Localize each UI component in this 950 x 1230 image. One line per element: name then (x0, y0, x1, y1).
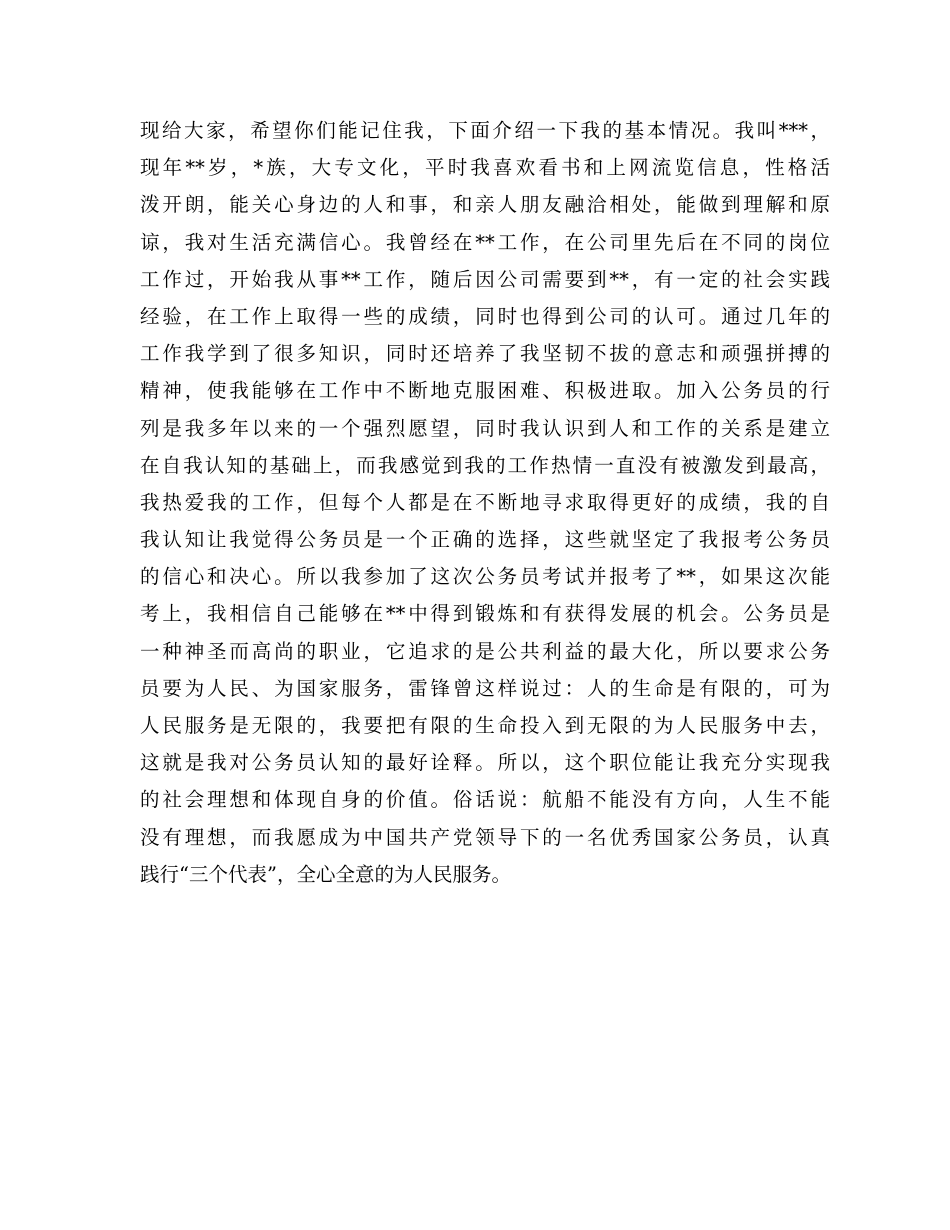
paragraph-line: 我热爱我的工作，但每个人都是在不断地寻求取得更好的成绩，我的自 (140, 490, 830, 514)
paragraph-line: 现给大家，希望你们能记住我，下面介绍一下我的基本情况。我叫***， (140, 119, 830, 142)
paragraph-line: 人民服务是无限的，我要把有限的生命投入到无限的为人民服务中去， (140, 714, 830, 737)
paragraph-line: 考上，我相信自己能够在**中得到锻炼和有获得发展的机会。公务员是 (140, 602, 830, 626)
paragraph-line: 没有理想，而我愿成为中国共产党领导下的一名优秀国家公务员，认真 (140, 825, 830, 849)
paragraph-line: 列是我多年以来的一个强烈愿望，同时我认识到人和工作的关系是建立 (140, 416, 830, 440)
paragraph-line: 谅，我对生活充满信心。我曾经在**工作，在公司里先后在不同的岗位 (140, 230, 830, 254)
paragraph-line: 精神，使我能够在工作中不断地克服困难、积极进取。加入公务员的行 (140, 379, 830, 403)
body-paragraph (140, 112, 830, 893)
paragraph-line: 泼开朗，能关心身边的人和事，和亲人朋友融洽相处，能做到理解和原 (140, 193, 830, 217)
paragraph-line: 一种神圣而高尚的职业，它追求的是公共利益的最大化，所以要求公务 (140, 639, 830, 663)
paragraph-line: 这就是我对公务员认知的最好诠释。所以，这个职位能让我充分实现我 (140, 751, 830, 775)
paragraph-line: 员要为人民、为国家服务，雷锋曾这样说过：人的生命是有限的，可为 (140, 676, 830, 700)
paragraph-line: 工作过，开始我从事**工作，随后因公司需要到**，有一定的社会实践 (140, 267, 830, 291)
paragraph-line: 工作我学到了很多知识，同时还培养了我坚韧不拔的意志和顽强拼搏的 (140, 342, 830, 366)
paragraph-line: 我认知让我觉得公务员是一个正确的选择，这些就坚定了我报考公务员 (140, 528, 830, 552)
paragraph-line: 践行“三个代表”，全心全意的为人民服务。 (140, 862, 511, 886)
paragraph-line: 的社会理想和体现自身的价值。俗话说：航船不能没有方向，人生不能 (140, 788, 830, 812)
paragraph-line: 的信心和决心。所以我参加了这次公务员考试并报考了**，如果这次能 (140, 565, 830, 589)
paragraph-line: 在自我认知的基础上，而我感觉到我的工作热情一直没有被激发到最高， (140, 453, 830, 477)
paragraph-line: 现年**岁，*族，大专文化，平时我喜欢看书和上网流览信息，性格活 (140, 156, 830, 180)
paragraph-line: 经验，在工作上取得一些的成绩，同时也得到公司的认可。通过几年的 (140, 304, 830, 328)
